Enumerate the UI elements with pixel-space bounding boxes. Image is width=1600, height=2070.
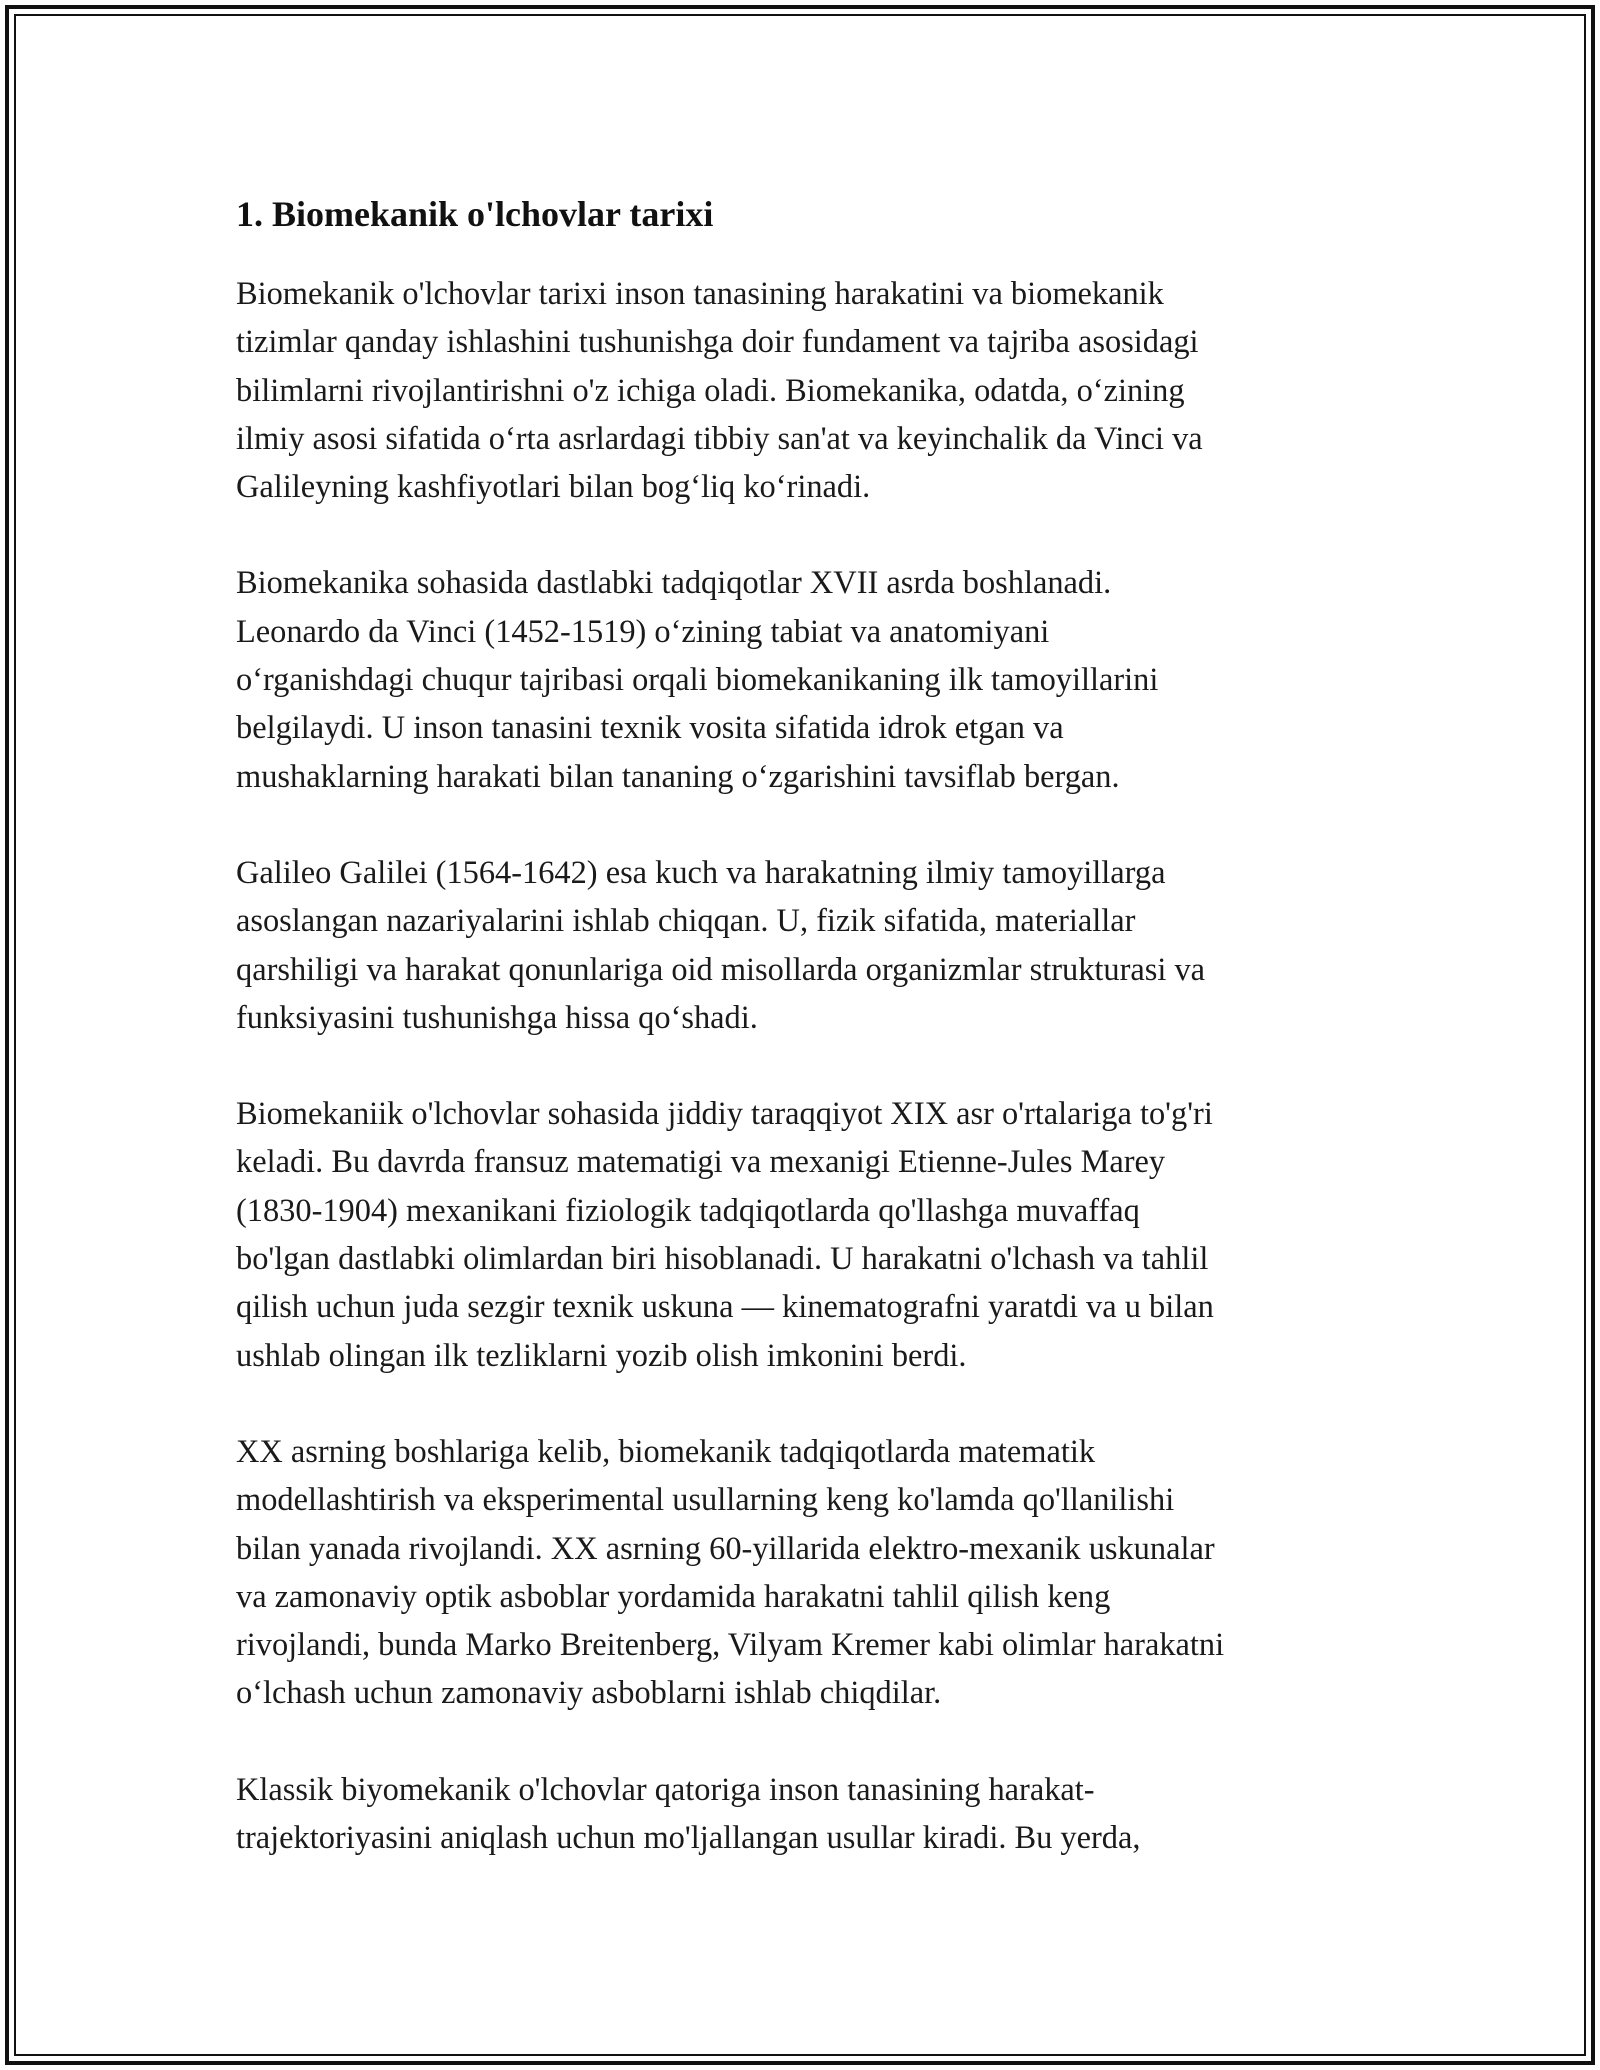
- text-line: Galileo Galilei (1564-1642) esa kuch va harakatning ilmiy tamoyillarga: [236, 854, 1166, 891]
- section-heading: 1. Biomekanik o'lchovlar tarixi: [236, 194, 714, 234]
- text-line: bo'lgan dastlabki olimlardan biri hisoblanadi. U harakatni o'lchash va tahlil: [236, 1241, 1209, 1278]
- text-line: Biomekaniik o'lchovlar sohasida jiddiy taraqqiyot XIX asr o'rtalariga to'g'ri: [236, 1096, 1213, 1133]
- document-body: [236, 188, 1366, 1910]
- text-line: ilmiy asosi sifatida o‘rta asrlardagi tibbiy san'at va keyinchalik da Vinci va: [236, 420, 1203, 457]
- text-line: modellashtirish va eksperimental usullarning keng ko'lamda qo'llanilishi: [236, 1482, 1175, 1519]
- text-line: trajektoriyasini aniqlash uchun mo'ljallangan usullar kiradi. Bu yerda,: [236, 1820, 1141, 1857]
- paragraph: [236, 1090, 1366, 1380]
- text-line: bilimlarni rivojlantirishni o'z ichiga oladi. Biomekanika, odatda, o‘zining: [236, 372, 1185, 409]
- text-line: rivojlandi, bunda Marko Breitenberg, Vilyam Kremer kabi olimlar harakatni: [236, 1627, 1225, 1664]
- text-line: keladi. Bu davrda fransuz matematigi va mexanigi Etienne-Jules Marey: [236, 1144, 1166, 1181]
- paragraph: [236, 270, 1366, 511]
- text-line: belgilaydi. U inson tanasini texnik vosita sifatida idrok etgan va: [236, 710, 1064, 747]
- text-line: funksiyasini tushunishga hissa qo‘shadi.: [236, 999, 758, 1036]
- text-line: qilish uchun juda sezgir texnik uskuna — kinematografni yaratdi va u bilan: [236, 1289, 1214, 1326]
- text-line: Galileyning kashfiyotlari bilan bog‘liq ko‘rinadi.: [236, 469, 871, 506]
- text-line: ushlab olingan ilk tezliklarni yozib olish imkonini berdi.: [236, 1337, 967, 1374]
- text-line: Klassik biyomekanik o'lchovlar qatoriga inson tanasining harakat-: [236, 1771, 1095, 1808]
- text-line: tizimlar qanday ishlashini tushunishga doir fundament va tajriba asosidagi: [236, 324, 1199, 361]
- text-line: XX asrning boshlariga kelib, biomekanik tadqiqotlarda matematik: [236, 1433, 1096, 1470]
- text-line: qarshiligi va harakat qonunlariga oid misollarda organizmlar strukturasi va: [236, 951, 1206, 988]
- text-line: (1830-1904) mexanikani fiziologik tadqiqotlarda qo'llashga muvaffaq: [236, 1192, 1140, 1229]
- text-line: mushaklarning harakati bilan tananing o‘zgarishini tavsiflab bergan.: [236, 758, 1120, 795]
- paragraph: [236, 559, 1366, 800]
- text-line: Leonardo da Vinci (1452-1519) o‘zining tabiat va anatomiyani: [236, 613, 1050, 650]
- text-line: va zamonaviy optik asboblar yordamida harakatni tahlil qilish keng: [236, 1578, 1111, 1615]
- paragraph: [236, 1428, 1366, 1718]
- paragraph: [236, 849, 1366, 1042]
- paragraph-list: [236, 270, 1366, 1862]
- text-line: asoslangan nazariyalarini ishlab chiqqan. U, fizik sifatida, materiallar: [236, 903, 1136, 940]
- text-line: Biomekanik o'lchovlar tarixi inson tanasining harakatini va biomekanik: [236, 276, 1164, 312]
- text-line: bilan yanada rivojlandi. XX asrning 60-yillarida elektro-mexanik uskunalar: [236, 1530, 1215, 1567]
- text-line: Biomekanika sohasida dastlabki tadqiqotlar XVII asrda boshlanadi.: [236, 565, 1112, 602]
- text-line: o‘rganishdagi chuqur tajribasi orqali biomekanikaning ilk tamoyillarini: [236, 662, 1159, 699]
- text-line: o‘lchash uchun zamonaviy asboblarni ishlab chiqdilar.: [236, 1675, 942, 1712]
- paragraph: [236, 1766, 1366, 1863]
